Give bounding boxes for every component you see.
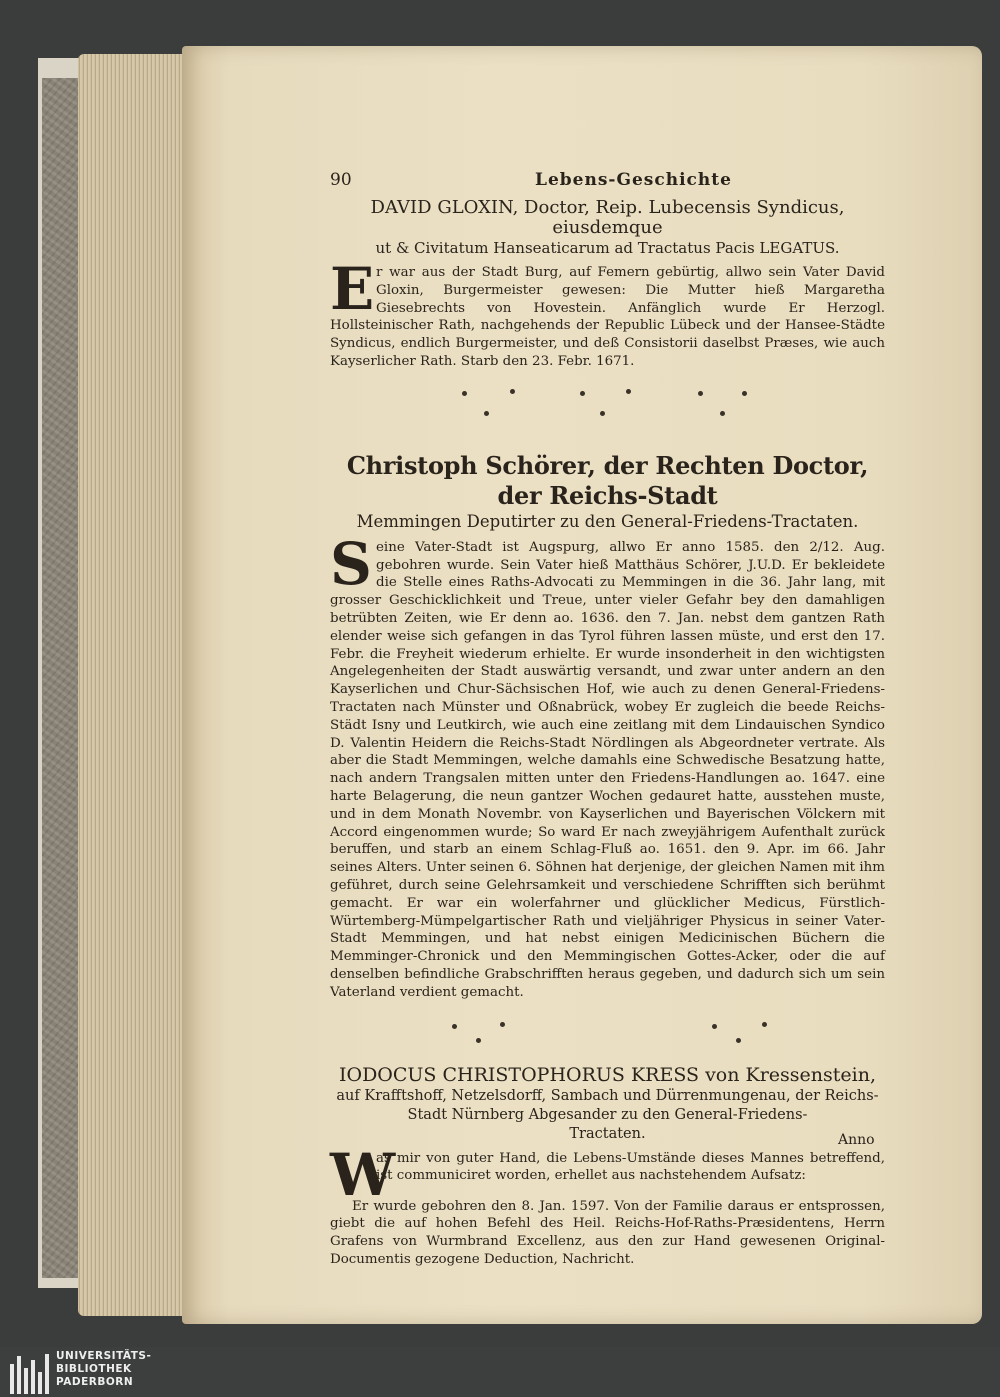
catchword: Anno (838, 1132, 875, 1148)
drop-cap-initial: W (330, 1140, 396, 1209)
entry-title-line2: Memmingen Deputirter zu den General-Friedens-Tractaten. (356, 511, 859, 531)
ornament-divider (330, 1010, 885, 1050)
running-head: Lebens-Geschichte (535, 170, 732, 190)
library-logo-text (56, 1350, 151, 1389)
entry-title-line1: Christoph Schörer, der Rechten Doctor, der Reichs-Stadt (346, 450, 869, 510)
entry-title-line1: DAVID GLOXIN, Doctor, Reip. Lubecensis Syndicus, eiusdemque (370, 197, 845, 238)
entry-title-line2: ut & Civitatum Hanseaticarum ad Tractatus Pacis LEGATUS. (375, 239, 840, 257)
page-number: 90 (330, 170, 352, 190)
entry-title-line4: Tractaten. (569, 1125, 646, 1142)
logo-line3: PADERBORN (56, 1376, 134, 1388)
page-header (330, 168, 885, 198)
entry-gloxin (330, 198, 885, 371)
page-text-column (330, 168, 885, 1269)
entry-title-line3: Stadt Nürnberg Abgesander zu den General-Friedens- (407, 1106, 808, 1123)
entry-body-text: as mir von guter Hand, die Lebens-Umstände dieses Mannes betreffend, ist communiciret worden, erhellet aus nachstehendem Aufsatz: (376, 1150, 885, 1184)
drop-cap-initial: S (330, 529, 372, 598)
entry-body-text: eine Vater-Stadt ist Augspurg, allwo Er anno 1585. den 2/12. Aug. gebohren wurde. Sein Vater hieß Matthäus Schörer, J.U.D. Er bekleidete die Stelle eines Raths-Advocati zu Memmingen in die 36. Jahr lang, mit grosser Geschicklichkeit und Treue, unter vieler Gefahr bey den damahligen betrübten Zeiten, wie Er denn ao. 1636. den 7. Jan. nebst dem gantzen Rath elender weise sich gefangen in das Tyrol führen lassen müste, und erst den 17. Febr. die Freyheit wiederum erhielte. Er wurde insonderheit in den wichtigsten Angelegenheiten der Stadt auswärtig versandt, und zwar unter andern an den Kayserlichen und Chur-Sächsischen Hof, wie auch zu denen General-Friedens-Tractaten nach Münster und Oßnabrück, wobey Er zugleich die beede Reichs-Städt Isny und Leutkirch, wie auch eine zeitlang mit dem Lindauischen Syndico D. Valentin Heidern die Reichs-Stadt Nördlingen als Abgeordneter vertrate. Als aber die Stadt Memmingen, welche damahls eine Schwedische Besatzung hatte, nach andern Trangsalen mitten unter den Friedens-Handlungen ao. 1647. eine harte Belagerung, die neun gantzer Wochen gedauret hatte, ausstehen muste, und in dem Monath Novembr. von Kayserlichen und Bayerischen Völckern mit Accord eingenommen wurde; So ward Er nach zweyjährigem Aufenthalt zurück beruffen, und starb an einem Schlag-Fluß ao. 1651. den 9. Apr. im 66. Jahr seines Alters. Unter seinen 6. Söhnen hat derjenige, der gleichen Namen mit ihm geführet, durch seine Gelehrsamkeit und verschiedene Schrifften sich berühmt gemacht. Er war ein wolerfahrner und glücklicher Medicus, Fürstlich-Würtemberg-Mümpelgartischer Rath und vieljähriger Physicus in seiner Vater-Stadt Memmingen, und hat nebst einigen Medicinischen Büchern die Memminger-Chronick und den Memmingischen Gottes-Acker, oder die auf denselben befindliche Grabschrifften heraus gegeben, und dadurch sich um sein Vaterland verdient gemacht. (330, 539, 885, 1000)
entry-body-text: r war aus der Stadt Burg, auf Femern gebürtig, allwo sein Vater David Gloxin, Burgermeister gewesen: Die Mutter hieß Margaretha Giesebrechts von Hovestein. Anfänglich wurde Er Herzogl. Hollsteinischer Rath, nachgehends der Republic Lübeck und der Hansee-Städte Syndicus, endlich Burgermeister, und deß Consistorii daselbst Præses, wie auch Kayserlicher Rath. Starb den 23. Febr. 1671. (330, 265, 885, 369)
drop-cap-initial: E (330, 255, 375, 323)
library-logo-icon (8, 1350, 52, 1394)
logo-line1: UNIVERSITÄTS- (56, 1350, 152, 1362)
entry-title-line1: IODOCUS CHRISTOPHORUS KRESS von Kressenstein, (338, 1063, 877, 1086)
entry-body (330, 529, 885, 1002)
ornament-divider (330, 379, 885, 427)
page-block-edges (78, 54, 198, 1316)
entry-schoerer (330, 451, 885, 1002)
entry-body (330, 255, 885, 371)
entry-title-line2: auf Krafftshoff, Netzelsdorff, Sambach und Dürrenmungenau, der Reichs- (336, 1087, 879, 1104)
logo-line2: BIBLIOTHEK (56, 1363, 132, 1375)
entry-body-paragraph2: Er wurde gebohren den 8. Jan. 1597. Von der Familie daraus er entsprossen, giebt die auf hohen Befehl des Heil. Reichs-Hof-Raths-Præsidentens, Herrn Grafens von Wurmbrand Excellenz, aus den zur Hand gewesenen Original-Documentis gezogene Deduction, Nachricht. (330, 1198, 885, 1267)
entry-kress (330, 1064, 885, 1269)
